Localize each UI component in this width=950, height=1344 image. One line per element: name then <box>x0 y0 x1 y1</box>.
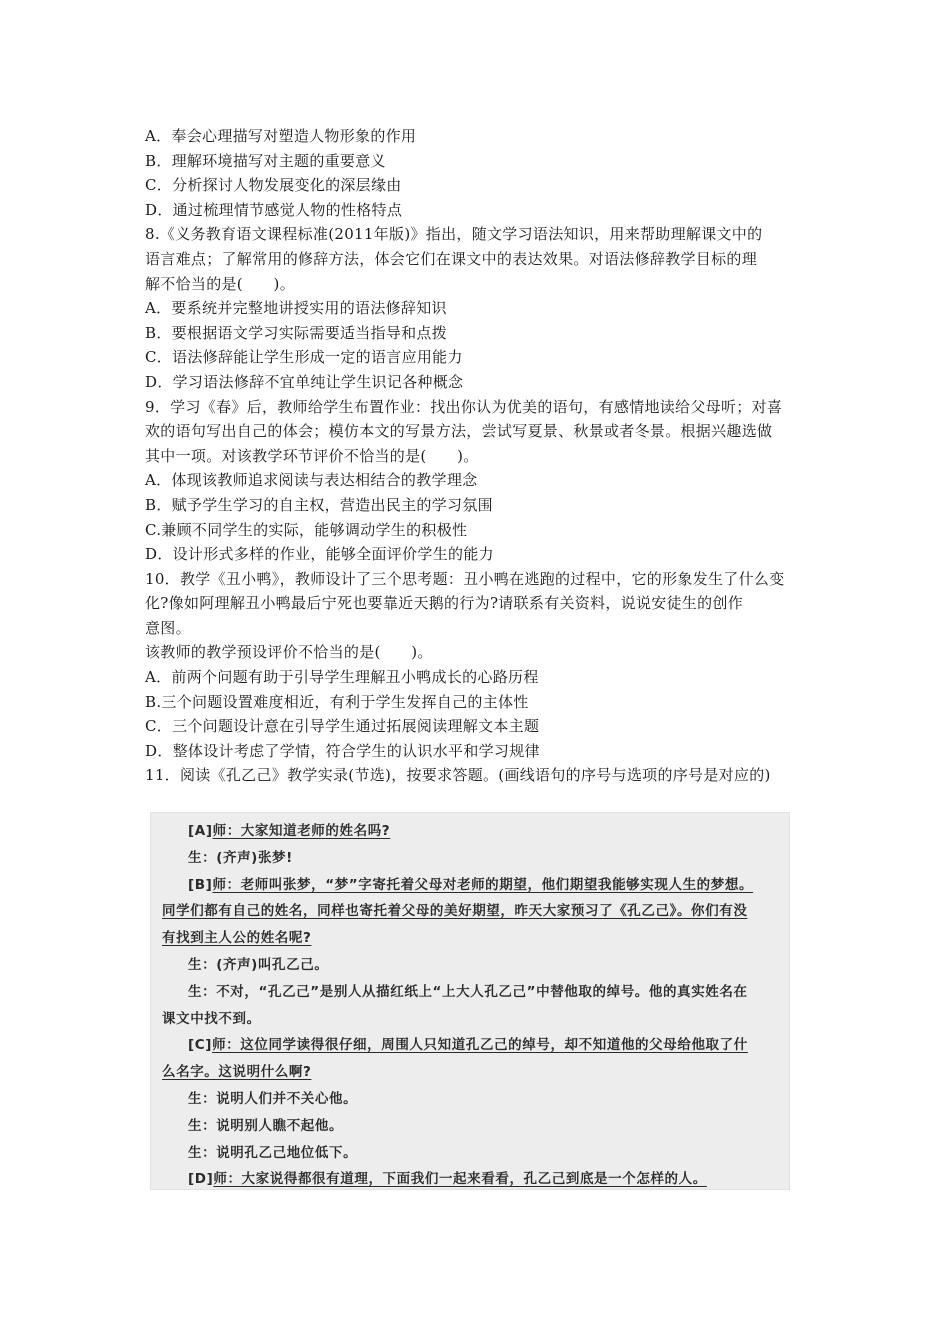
q10-option-a: A．前两个问题有助于引导学生理解丑小鸭成长的心路历程 <box>145 668 539 687</box>
q7-option-d: D．通过梳理情节感觉人物的性格特点 <box>145 200 403 219</box>
q10-stem-line: 10．教学《丑小鸭》，教师设计了三个思考题：丑小鸭在逃跑的过程中，它的形象发生了什么变 <box>145 569 785 588</box>
transcript-line-a <box>162 818 780 845</box>
underlined-sentence-a: 师：大家知道老师的姓名吗? <box>212 823 391 839</box>
q10-option-b: B.三个问题设置难度相近，有利于学生发挥自己的主体性 <box>145 692 529 711</box>
q10-option-c: C．三个问题设计意在引导学生通过拓展阅读理解文本主题 <box>145 717 540 736</box>
q9-stem-line: 欢的语句写出自己的体会；模仿本文的写景方法，尝试写夏景、秋景或者冬景。根据兴趣选做 <box>145 422 773 441</box>
student-reply: 生：说明人们并不关心他。 <box>188 1090 358 1107</box>
q8-stem-line: 解不恰当的是( )。 <box>145 274 296 293</box>
underlined-sentence-b-cont: 同学们都有自己的姓名，同样也寄托着父母的美好期望，昨天大家预习了《孔乙己》。你们有没 <box>162 903 748 920</box>
student-reply: 生：说明孔乙己地位低下。 <box>188 1144 358 1161</box>
transcript-text <box>162 818 780 1193</box>
q8-stem-line: 语言难点；了解常用的修辞方法，体会它们在课文中的表达效果。对语法修辞教学目标的理 <box>145 249 758 268</box>
student-reply: 生：不对，“孔乙己”是别人从描红纸上“上大人孔乙己”中替他取的绰号。他的真实姓名在 <box>188 983 748 1000</box>
question-text-block <box>145 124 815 788</box>
q9-option-d: D．设计形式多样的作业，能够全面评价学生的能力 <box>145 545 494 564</box>
q7-option-c: C．分析探讨人物发展变化的深层缘由 <box>145 176 402 195</box>
marker-d: [D] <box>188 1171 214 1188</box>
q8-option-d: D．学习语法修辞不宜单纯让学生识记各种概念 <box>145 372 464 391</box>
underlined-sentence-b: 师：老师叫张梦，“梦”字寄托着父母对老师的期望，他们期望我能够实现人生的梦想。 <box>212 876 754 893</box>
q10-stem-line: 该教师的教学预设评价不恰当的是( )。 <box>145 643 433 662</box>
marker-b: [B] <box>188 876 213 893</box>
student-reply: 生：(齐声)叫孔乙己。 <box>188 956 329 973</box>
q9-option-b: B．赋予学生学习的自主权，营造出民主的学习氛围 <box>145 495 493 514</box>
q8-option-c: C．语法修辞能让学生形成一定的语言应用能力 <box>145 348 463 367</box>
student-reply: 生：说明别人瞧不起他。 <box>188 1117 344 1134</box>
underlined-sentence-b-cont: 有找到主人公的姓名呢? <box>162 930 312 947</box>
q9-stem-line: 9．学习《春》后，教师给学生布置作业：找出你认为优美的语句，有感情地读给父母听；对喜 <box>145 397 783 416</box>
student-reply-cont: 课文中找不到。 <box>162 1010 261 1027</box>
scanned-transcript-image <box>150 812 790 1190</box>
q8-option-a: A．要系统并完整地讲授实用的语法修辞知识 <box>145 299 447 318</box>
q10-stem-line: 意图。 <box>145 618 191 637</box>
underlined-sentence-d: 师：大家说得都很有道理，下面我们一起来看看，孔乙己到底是一个怎样的人。 <box>213 1171 707 1188</box>
underlined-sentence-c: 师：这位同学读得很仔细，周围人只知道孔乙己的绰号，却不知道他的父母给他取了什 <box>212 1037 748 1054</box>
q8-stem-line: 8.《义务教育语文课程标准(2011年版)》指出，随文学习语法知识，用来帮助理解课文中的 <box>145 225 763 244</box>
q8-option-b: B．要根据语文学习实际需要适当指导和点拨 <box>145 323 448 342</box>
q10-option-d: D．整体设计考虑了学情，符合学生的认识水平和学习规律 <box>145 741 540 760</box>
underlined-sentence-c-cont: 么名字。这说明什么啊? <box>162 1064 312 1081</box>
q9-stem-line: 其中一项。对该教学环节评价不恰当的是( )。 <box>145 446 479 465</box>
q7-option-b: B．理解环境描写对主题的重要意义 <box>145 151 386 170</box>
transcript-line-d <box>162 1166 780 1193</box>
transcript-line-b <box>162 872 780 899</box>
q9-option-a: A．体现该教师追求阅读与表达相结合的教学理念 <box>145 471 478 490</box>
q7-option-a: A．奉会心理描写对塑造人物形象的作用 <box>145 127 417 145</box>
q10-stem-line: 化?像如阿理解丑小鸭最后宁死也要靠近天鹅的行为?请联系有关资料，说说安徒生的创作 <box>145 594 744 613</box>
marker-c: [C] <box>188 1037 213 1054</box>
transcript-line-c <box>162 1032 780 1059</box>
marker-a: [A] <box>188 823 213 839</box>
q11-stem: 11．阅读《孔乙己》教学实录(节选)，按要求答题。(画线语句的序号与选项的序号是对应的) <box>145 766 771 785</box>
student-reply: 生：(齐声)张梦! <box>188 849 293 866</box>
q9-option-c: C.兼顾不同学生的实际，能够调动学生的积极性 <box>145 520 468 539</box>
